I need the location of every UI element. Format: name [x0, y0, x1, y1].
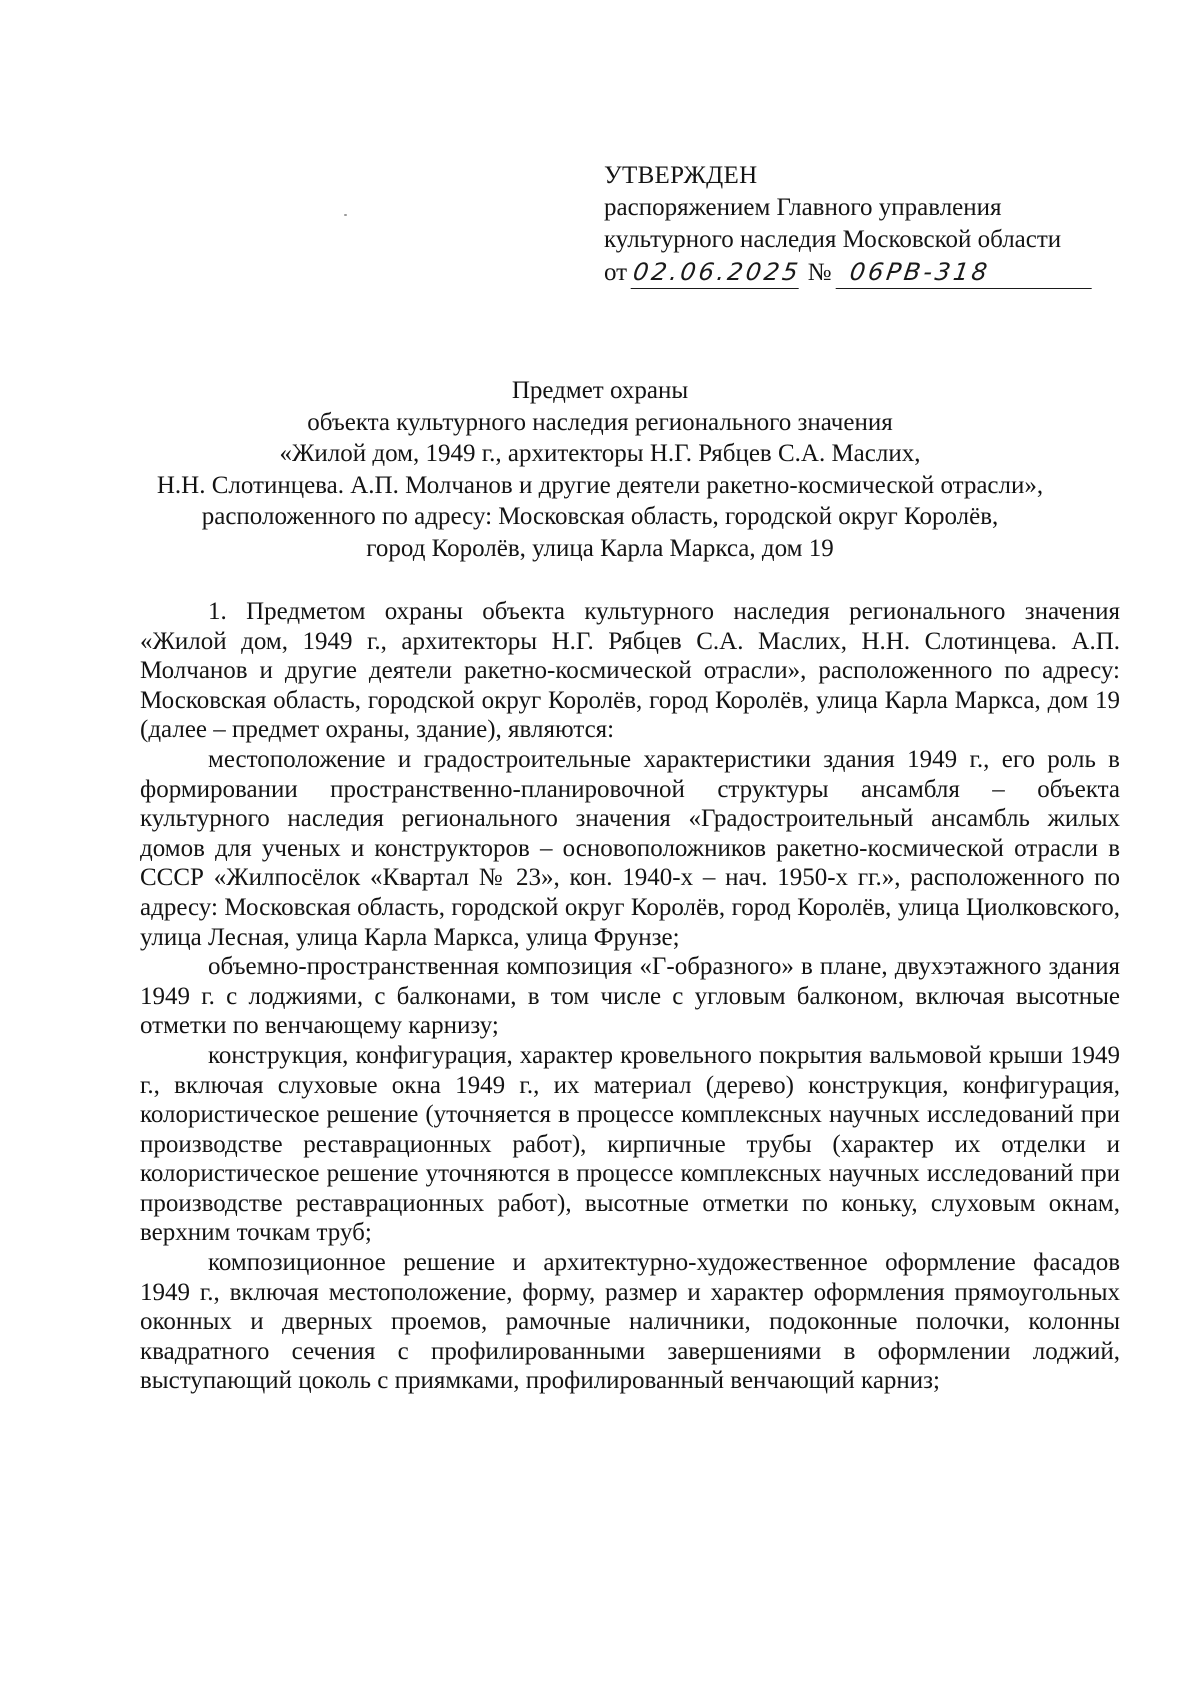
approval-authority-line-1: распоряжением Главного управления [604, 194, 1002, 221]
handwritten-date [631, 256, 803, 288]
heading-line-2: объекта культурного наследия регионального значения [307, 408, 893, 436]
body-paragraph-4: конструкция, конфигурация, характер кровельного покрытия вальмовой крыши 1949 г., включая слуховые окна 1949 г., их материал (дерево) конструкция, конфигурация, колористическое решение (уточняется в процессе комплексных научных исследований при производстве реставрационных работ), кирпичные трубы (характер их отделки и колористическое решение уточняются в процессе комплексных научных исследований при производстве реставрационных работ), высотные отметки по коньку, слуховым окнам, верхним точкам труб; [140, 1041, 1120, 1247]
body-paragraph-2: местоположение и градостроительные характеристики здания 1949 г., его роль в формировании пространственно-планировочной структуры ансамбля – объекта культурного наследия регионального значения «Градостроительный ансамбль жилых домов для ученых и конструкторов – основоположников ракетно-космической отрасли в СССР «Жилпосёлок «Квартал № 23», кон. 1940-х – нач. 1950-х гг.», расположенного по адресу: Московская область, городской округ Королёв, город Королёв, улица Циолковского, улица Лесная, улица Карла Маркса, улица Фрунзе; [140, 745, 1120, 951]
date-underline [631, 288, 799, 289]
handwritten-date-text: 02.06.2025 [631, 258, 804, 286]
heading-line-1: Предмет охраны [511, 377, 689, 404]
document-heading [120, 375, 1080, 564]
date-prefix: от [604, 259, 628, 286]
approval-authority-line-2: культурного наследия Московской области [604, 226, 1062, 253]
scan-speck [344, 214, 347, 216]
body-paragraph-5: композиционное решение и архитектурно-художественное оформление фасадов 1949 г., включая местоположение, форму, размер и характер оформления прямоугольных оконных и дверных проемов, рамочные наличники, подоконные полочки, колонны квадратного сечения с профилированными завершениями в оформлении лоджий, выступающий цоколь с приямками, профилированный венчающий карниз; [140, 1249, 1120, 1395]
approval-date-line [604, 256, 1104, 289]
heading-line-5: расположенного по адресу: Московская область, городской округ Королёв, [201, 503, 999, 530]
body-paragraph-1: 1. Предметом охраны объекта культурного наследия регионального значения «Жилой дом, 1949 г., архитекторы Н.Г. Рябцев С.А. Маслих, Н.Н. Слотинцева. А.П. Молчанов и другие деятели ракетно-космической отрасли», расположенного по адресу: Московская область, городской округ Королёв, город Королёв, улица Карла Маркса, дом 19 (далее – предмет охраны, здание), являются: [140, 598, 1120, 744]
heading-line-6: город Королёв, улица Карла Маркса, дом 19 [366, 534, 834, 562]
document-body [140, 597, 1120, 1396]
approval-stamp-block [604, 160, 1104, 289]
number-sign: № [807, 259, 832, 286]
heading-line-4: Н.Н. Слотинцева. А.П. Молчанов и другие деятели ракетно-космической отрасли», [156, 471, 1044, 499]
approval-title: УТВЕРЖДЕН [604, 162, 758, 189]
heading-line-3: «Жилой дом, 1949 г., архитекторы Н.Г. Рябцев С.А. Маслих, [279, 440, 921, 467]
number-underline [835, 288, 1091, 289]
handwritten-number [835, 256, 1095, 288]
body-paragraph-3: объемно-пространственная композиция «Г-образного» в плане, двухэтажного здания 1949 г. с лоджиями, с балконами, в том числе с угловым балконом, включая высотные отметки по венчающему карнизу; [140, 953, 1120, 1040]
handwritten-number-text: 06РВ-318 [847, 258, 992, 286]
